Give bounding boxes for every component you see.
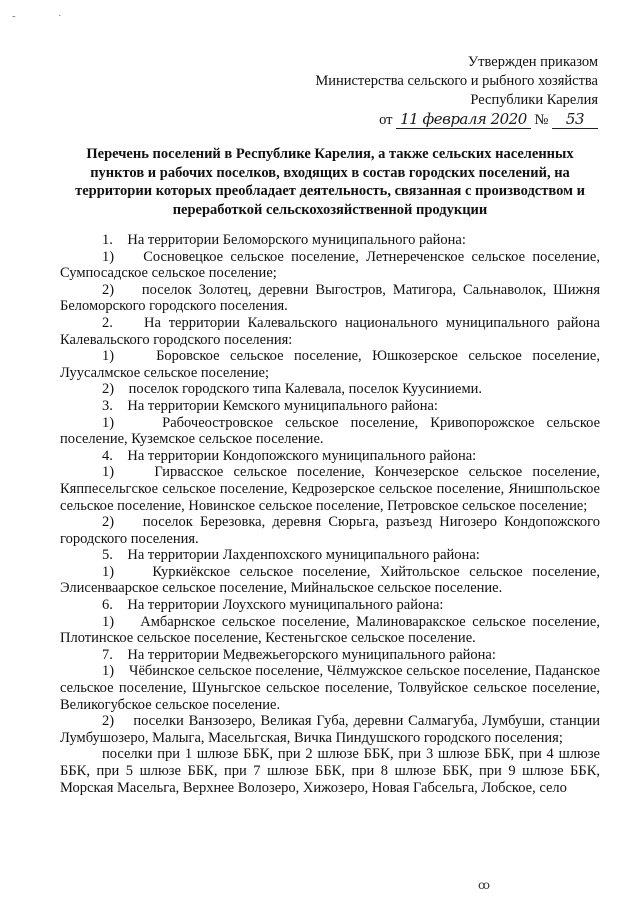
list-item-continuation: поселки при 1 шлюзе ББК, при 2 шлюзе ББК, при 3 шлюзе ББК, при 4 шлюзе ББК, при 5 шлюзе ББК, при 7 шлюзе ББК, при 8 шлюзе ББК, при 9 шлюзе ББК, Морская Масельга, Верхнее Волозеро, Хижозеро, Новая Габсельга, Лобское, село bbox=[60, 746, 600, 796]
from-label: от bbox=[379, 112, 393, 128]
approval-line-1: Утвержден приказом bbox=[467, 54, 598, 70]
document-title: Перечень поселений в Республике Карелия, а также сельских населенных пунктов и рабочих поселков, входящих в состав городских поселений, на территории которых преобладает деятельность, связанная с производством и переработкой сельскохозяйственной продукции bbox=[75, 146, 585, 218]
list-item: 1) Гирвасское сельское поселение, Кончезерское сельское поселение, Кяппесельгское сельское поселение, Кедрозерское сельское поселение, Янишпольское сельское поселение, Новинское сельское поселение, Петровское сельское поселение; bbox=[60, 464, 600, 514]
order-date-number-line bbox=[278, 110, 598, 130]
page-mark: ꝏ bbox=[478, 878, 490, 892]
section-heading: 3. На территории Кемского муниципального района: bbox=[102, 397, 438, 414]
approval-block bbox=[278, 53, 598, 130]
list-item: 1) Куркиёкское сельское поселение, Хийтольское сельское поселение, Элисенваарское сельское поселение, Мийнальское сельское поселение. bbox=[60, 563, 600, 597]
list-item: 2) поселок городского типа Калевала, поселок Куусиниеми. bbox=[102, 381, 483, 398]
number-label: № bbox=[534, 112, 549, 128]
handwritten-order-number: 53 bbox=[552, 110, 598, 129]
section-heading: 7. На территории Медвежьегорского муниципального района: bbox=[102, 646, 496, 663]
approval-line-3: Республики Карелия bbox=[470, 92, 598, 108]
corner-mark-right: · bbox=[58, 10, 62, 22]
list-item: 2) поселок Березовка, деревня Сюрьга, разъезд Нигозеро Кондопожского городского поселения. bbox=[60, 514, 600, 547]
section-heading: 2. На территории Калевальского национального муниципального района Калевальского городского поселения: bbox=[60, 314, 600, 348]
corner-mark-left: - bbox=[12, 10, 16, 22]
list-item: 2) поселки Ванзозеро, Великая Губа, деревни Салмагуба, Лумбуши, станции Лумбушозеро, Малыга, Масельгская, Вичка Пиндушского городского поселения; bbox=[60, 713, 600, 746]
list-item: 1) Рабочеостровское сельское поселение, Кривопорожское сельское поселение, Куземское сельское поселение. bbox=[60, 414, 600, 448]
section-heading: 1. На территории Беломорского муниципального района: bbox=[102, 232, 466, 248]
approval-line-2: Министерства сельского и рыбного хозяйства bbox=[315, 73, 598, 89]
list-item: 1) Боровское сельское поселение, Юшкозерское сельское поселение, Луусалмское сельское поселение; bbox=[60, 348, 600, 381]
section-heading: 4. На территории Кондопожского муниципального района: bbox=[102, 447, 477, 464]
list-item: 1) Чёбинское сельское поселение, Чёлмужское сельское поселение, Паданское сельское поселение, Шуньгское сельское поселение, Толвуйское сельское поселение, Великогубское сельское поселение. bbox=[60, 663, 600, 713]
section-heading: 6. На территории Лоухского муниципального района: bbox=[102, 597, 444, 614]
document-body bbox=[60, 232, 600, 796]
list-item: 2) поселок Золотец, деревни Выгостров, Матигора, Сальнаволок, Шижня Беломорского городского поселения. bbox=[60, 281, 600, 315]
section-heading: 5. На территории Лахденпохского муниципального района: bbox=[102, 547, 480, 564]
handwritten-date: 11 февраля 2020 bbox=[396, 110, 531, 129]
list-item: 1) Амбарнское сельское поселение, Малиноваракское сельское поселение, Плотинское сельское поселение, Кестеньгское сельское поселение. bbox=[60, 613, 600, 647]
list-item: 1) Сосновецкое сельское поселение, Летнереченское сельское поселение, Сумпосадское сельское поселение; bbox=[60, 248, 600, 282]
